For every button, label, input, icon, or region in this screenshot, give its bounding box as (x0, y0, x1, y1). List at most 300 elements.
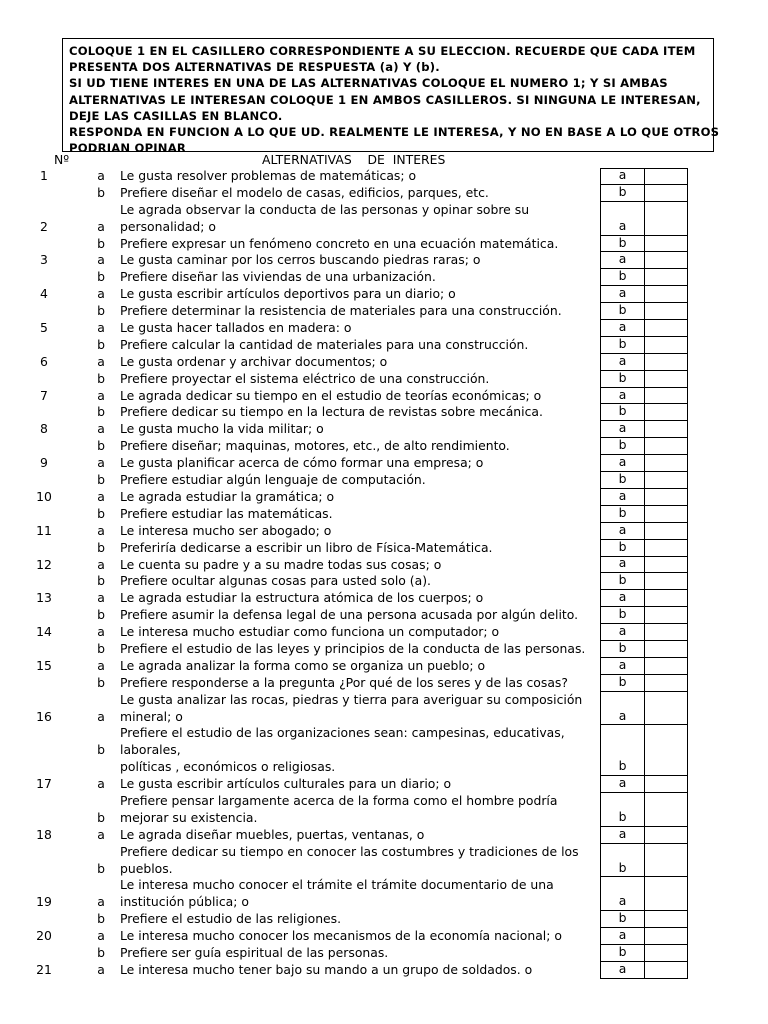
question-row (0, 776, 768, 793)
column-header-title: ALTERNATIVAS DE INTERES (262, 152, 446, 167)
option-text-line: personalidad; o (120, 218, 216, 234)
option-text (120, 303, 598, 320)
answer-box (600, 911, 688, 928)
answer-cell[interactable] (645, 540, 687, 556)
option-text-line: Le gusta ordenar y archivar documentos; o (120, 353, 388, 369)
answer-cell[interactable] (645, 472, 687, 488)
answer-box-label: a (601, 489, 645, 505)
option-letter: a (97, 961, 105, 977)
option-text-line: Le interesa mucho tener bajo su mando a un grupo de soldados. o (120, 961, 533, 977)
answer-box-label: b (601, 641, 645, 657)
question-row (0, 404, 768, 421)
answer-box (600, 371, 688, 388)
answer-cell[interactable] (645, 776, 687, 792)
question-row (0, 523, 768, 540)
question-row (0, 506, 768, 523)
item-number: 15 (36, 657, 52, 673)
option-text (120, 252, 598, 269)
answer-box (600, 945, 688, 962)
answer-cell[interactable] (645, 573, 687, 589)
option-text-line: mineral; o (120, 708, 183, 724)
answer-cell[interactable] (645, 725, 687, 775)
answer-cell[interactable] (645, 962, 687, 978)
option-text-line: Prefiere el estudio de las religiones. (120, 911, 342, 927)
option-text-line: mejorar su existencia. (120, 809, 258, 825)
option-letter: a (97, 556, 105, 572)
answer-box-label: b (601, 725, 645, 775)
option-text-line: Le agrada estudiar la gramática; o (120, 488, 335, 504)
answer-box-label: a (601, 692, 645, 725)
answer-box (600, 269, 688, 286)
option-text-line: Prefiere diseñar las viviendas de una urbanización. (120, 269, 436, 285)
answer-cell[interactable] (645, 489, 687, 505)
option-text-line: Prefiere diseñar; maquinas, motores, etc., de alto rendimiento. (120, 438, 510, 454)
answer-box (600, 455, 688, 472)
answer-box (600, 388, 688, 405)
answer-cell[interactable] (645, 286, 687, 302)
answer-box-label: a (601, 286, 645, 302)
answer-box (600, 692, 688, 726)
option-letter: a (97, 522, 105, 538)
answer-cell[interactable] (645, 877, 687, 910)
option-letter: a (97, 657, 105, 673)
answer-cell[interactable] (645, 624, 687, 640)
answer-box-label: b (601, 506, 645, 522)
answer-box (600, 202, 688, 236)
option-text-line: laborales, (120, 742, 181, 758)
option-text (120, 489, 598, 506)
option-text (120, 911, 598, 928)
answer-box-label: b (601, 675, 645, 691)
option-text (120, 928, 598, 945)
option-text (120, 692, 598, 726)
answer-cell[interactable] (645, 438, 687, 454)
option-letter: b (97, 472, 105, 488)
option-letter: b (97, 370, 105, 386)
option-text (120, 641, 598, 658)
option-text (120, 320, 598, 337)
option-text-line: Le interesa mucho conocer el trámite el trámite documentario de una (120, 877, 554, 893)
question-row (0, 354, 768, 371)
answer-box-label: a (601, 827, 645, 843)
answer-box-label: a (601, 624, 645, 640)
option-letter: b (97, 809, 105, 825)
option-text-line: Prefiere dedicar su tiempo en la lectura de revistas sobre mecánica. (120, 404, 543, 420)
instruction-line: COLOQUE 1 EN EL CASILLERO CORRESPONDIENTE A SU ELECCION. RECUERDE QUE CADA ITEM (69, 44, 696, 58)
question-row (0, 388, 768, 405)
answer-cell[interactable] (645, 793, 687, 826)
option-text (120, 540, 598, 557)
question-row (0, 607, 768, 624)
option-text (120, 202, 598, 236)
answer-box-label: b (601, 185, 645, 201)
item-number: 18 (36, 826, 52, 842)
answer-box-label: a (601, 169, 645, 184)
option-text (120, 776, 598, 793)
instruction-line: PODRIAN OPINAR (69, 141, 186, 156)
item-number: 14 (36, 624, 52, 640)
question-row (0, 624, 768, 641)
answer-box (600, 877, 688, 911)
option-text-line: Prefiere estudiar algún lenguaje de computación. (120, 472, 426, 488)
answer-box (600, 523, 688, 540)
answer-box-label: a (601, 523, 645, 539)
question-row (0, 185, 768, 202)
option-letter: a (97, 590, 105, 606)
option-text (120, 388, 598, 405)
option-letter: b (97, 184, 105, 200)
question-row (0, 877, 768, 911)
option-letter: b (97, 539, 105, 555)
item-number: 10 (36, 488, 52, 504)
option-letter: a (97, 252, 105, 268)
question-row (0, 455, 768, 472)
option-letter: b (97, 607, 105, 623)
option-letter: a (97, 168, 105, 183)
question-row (0, 269, 768, 286)
option-letter: a (97, 488, 105, 504)
option-text-line: políticas , económicos o religiosas. (120, 759, 336, 775)
option-text (120, 793, 598, 827)
option-text-line: Prefiere expresar un fenómeno concreto en una ecuación matemática. (120, 235, 559, 251)
answer-box (600, 421, 688, 438)
option-letter: a (97, 353, 105, 369)
answer-box (600, 337, 688, 354)
question-row (0, 337, 768, 354)
answer-box (600, 607, 688, 624)
option-text-line: Prefiere diseñar el modelo de casas, edificios, parques, etc. (120, 184, 489, 200)
option-text-line: Le gusta hacer tallados en madera: o (120, 320, 352, 336)
option-text (120, 827, 598, 844)
item-number: 19 (36, 894, 52, 910)
option-text-line: Prefiere responderse a la pregunta ¿Por qué de los seres y de las cosas? (120, 674, 568, 690)
question-row (0, 472, 768, 489)
instruction-line: PRESENTA DOS ALTERNATIVAS DE RESPUESTA (a) Y (b). (69, 60, 440, 75)
option-text-line: Prefiere el estudio de las leyes y principios de la conducta de las personas. (120, 640, 586, 656)
answer-box (600, 776, 688, 793)
option-text (120, 455, 598, 472)
answer-box (600, 573, 688, 590)
item-number: 17 (36, 776, 52, 792)
column-header-number: Nº (54, 152, 70, 167)
option-letter: a (97, 455, 105, 471)
instructions-box (62, 38, 720, 156)
answer-box-label: b (601, 540, 645, 556)
item-number: 4 (40, 286, 48, 302)
answer-box (600, 354, 688, 371)
option-letter: a (97, 624, 105, 640)
option-text-line: Le interesa mucho ser abogado; o (120, 522, 332, 538)
answer-box (600, 658, 688, 675)
option-text-line: Prefiere ser guía espiritual de las personas. (120, 945, 389, 961)
answer-cell[interactable] (645, 303, 687, 319)
answer-cell[interactable] (645, 371, 687, 387)
item-number: 2 (40, 218, 48, 234)
answer-cell[interactable] (645, 658, 687, 674)
answer-box-label: a (601, 421, 645, 437)
question-row (0, 371, 768, 388)
answer-box (600, 404, 688, 421)
question-row (0, 962, 768, 979)
option-text-line: Prefiere estudiar las matemáticas. (120, 505, 333, 521)
answer-cell[interactable] (645, 252, 687, 268)
answer-cell[interactable] (645, 590, 687, 606)
option-text (120, 269, 598, 286)
item-number: 6 (40, 353, 48, 369)
option-text-line: Prefiere dedicar su tiempo en conocer las costumbres y tradiciones de los (120, 843, 579, 859)
option-letter: a (97, 218, 105, 234)
option-text (120, 877, 598, 911)
option-text-line: Prefiere proyectar el sistema eléctrico de una construcción. (120, 370, 490, 386)
option-text (120, 286, 598, 303)
answer-box (600, 557, 688, 574)
answer-box-label: a (601, 455, 645, 471)
option-text (120, 371, 598, 388)
answer-box-label: b (601, 945, 645, 961)
option-text (120, 844, 598, 878)
answer-box-label: a (601, 252, 645, 268)
answer-cell[interactable] (645, 404, 687, 420)
option-letter: b (97, 269, 105, 285)
answer-box (600, 286, 688, 303)
answer-cell[interactable] (645, 354, 687, 370)
option-text (120, 557, 598, 574)
answer-cell[interactable] (645, 827, 687, 843)
option-letter: b (97, 438, 105, 454)
question-row (0, 540, 768, 557)
option-text-line: Le gusta resolver problemas de matemáticas; o (120, 168, 417, 183)
answer-cell[interactable] (645, 320, 687, 336)
answer-box-label: b (601, 303, 645, 319)
item-number: 20 (36, 928, 52, 944)
option-letter: b (97, 860, 105, 876)
answer-box-label: b (601, 607, 645, 623)
option-text (120, 725, 598, 776)
answer-box-label: a (601, 320, 645, 336)
answer-box (600, 641, 688, 658)
item-number: 8 (40, 421, 48, 437)
question-row (0, 844, 768, 878)
question-row (0, 286, 768, 303)
option-text-line: Prefiere asumir la defensa legal de una persona acusada por algún delito. (120, 607, 579, 623)
option-text-line: Prefiere ocultar algunas cosas para usted solo (a). (120, 573, 431, 589)
option-letter: a (97, 387, 105, 403)
answer-box-label: b (601, 404, 645, 420)
option-text (120, 168, 598, 185)
item-number: 1 (40, 168, 48, 183)
option-text-line: Le interesa mucho conocer los mecanismos de la economía nacional; o (120, 928, 562, 944)
answer-box (600, 185, 688, 202)
answer-box-label: b (601, 236, 645, 252)
option-text (120, 404, 598, 421)
question-row (0, 928, 768, 945)
answer-box-label: a (601, 776, 645, 792)
question-row (0, 911, 768, 928)
option-text-line: Preferiría dedicarse a escribir un libro de Física-Matemática. (120, 539, 493, 555)
option-text-line: Le cuenta su padre y a su madre todas sus cosas; o (120, 556, 442, 572)
answer-cell[interactable] (645, 557, 687, 573)
answer-box (600, 725, 688, 776)
option-text (120, 472, 598, 489)
item-number: 9 (40, 455, 48, 471)
option-text (120, 185, 598, 202)
answer-cell[interactable] (645, 169, 687, 184)
option-letter: a (97, 421, 105, 437)
answer-cell[interactable] (645, 844, 687, 877)
option-text (120, 337, 598, 354)
option-letter: b (97, 235, 105, 251)
answer-box-label: b (601, 337, 645, 353)
answer-box-label: b (601, 438, 645, 454)
option-letter: b (97, 945, 105, 961)
question-row (0, 658, 768, 675)
option-text-line: Le agrada analizar la forma como se organiza un pueblo; o (120, 657, 486, 673)
option-letter: a (97, 928, 105, 944)
answer-box (600, 506, 688, 523)
answer-box-label: b (601, 793, 645, 826)
option-text (120, 658, 598, 675)
option-text-line: Le gusta escribir artículos culturales para un diario; o (120, 776, 452, 792)
answer-cell[interactable] (645, 523, 687, 539)
option-letter: b (97, 742, 105, 758)
option-letter: a (97, 826, 105, 842)
question-row (0, 573, 768, 590)
option-text (120, 354, 598, 371)
answer-box (600, 624, 688, 641)
answer-cell[interactable] (645, 202, 687, 235)
option-letter: b (97, 911, 105, 927)
answer-box (600, 540, 688, 557)
item-number: 16 (36, 708, 52, 724)
option-text (120, 506, 598, 523)
option-letter: b (97, 674, 105, 690)
option-letter: a (97, 776, 105, 792)
question-row (0, 421, 768, 438)
option-letter: b (97, 303, 105, 319)
answer-cell[interactable] (645, 455, 687, 471)
option-text (120, 607, 598, 624)
answer-box (600, 844, 688, 878)
answer-cell[interactable] (645, 236, 687, 252)
option-letter: b (97, 640, 105, 656)
question-row (0, 725, 768, 776)
answer-cell[interactable] (645, 692, 687, 725)
answer-box (600, 793, 688, 827)
answer-box-label: a (601, 202, 645, 235)
answer-cell[interactable] (645, 675, 687, 691)
answer-box (600, 472, 688, 489)
option-text-line: Le agrada diseñar muebles, puertas, ventanas, o (120, 826, 425, 842)
answer-box-label: a (601, 877, 645, 910)
option-text-line: Prefiere calcular la cantidad de materiales para una construcción. (120, 336, 529, 352)
option-text-line: Le gusta escribir artículos deportivos para un diario; o (120, 286, 456, 302)
question-row (0, 692, 768, 726)
answer-box (600, 168, 688, 185)
answer-cell[interactable] (645, 641, 687, 657)
question-row (0, 202, 768, 236)
answer-cell[interactable] (645, 337, 687, 353)
option-text-line: Le agrada estudiar la estructura atómica de los cuerpos; o (120, 590, 484, 606)
question-row (0, 168, 768, 185)
option-text (120, 523, 598, 540)
question-row (0, 557, 768, 574)
answer-cell[interactable] (645, 928, 687, 944)
answer-cell[interactable] (645, 911, 687, 927)
answer-box (600, 675, 688, 692)
answer-box-label: a (601, 557, 645, 573)
question-row (0, 675, 768, 692)
option-text-line: Le interesa mucho estudiar como funciona un computador; o (120, 624, 500, 640)
answer-box-label: a (601, 962, 645, 978)
answer-box-label: a (601, 388, 645, 404)
option-text-line: Le agrada observar la conducta de las personas y opinar sobre su (120, 201, 530, 217)
option-letter: a (97, 894, 105, 910)
question-row (0, 489, 768, 506)
answer-cell[interactable] (645, 269, 687, 285)
option-text-line: Le gusta caminar por los cerros buscando piedras raras; o (120, 252, 481, 268)
answer-cell[interactable] (645, 388, 687, 404)
option-text-line: Le agrada dedicar su tiempo en el estudio de teorías económicas; o (120, 387, 542, 403)
answer-box (600, 438, 688, 455)
answer-box-label: b (601, 573, 645, 589)
answer-cell[interactable] (645, 421, 687, 437)
option-text-line: pueblos. (120, 860, 173, 876)
answer-box-label: a (601, 658, 645, 674)
option-text-line: Le gusta planificar acerca de cómo formar una empresa; o (120, 455, 484, 471)
option-letter: b (97, 336, 105, 352)
option-text (120, 945, 598, 962)
option-text (120, 675, 598, 692)
answer-cell[interactable] (645, 607, 687, 623)
question-row (0, 641, 768, 658)
answer-box-label: a (601, 928, 645, 944)
question-row (0, 793, 768, 827)
answer-box (600, 320, 688, 337)
answer-box (600, 827, 688, 844)
item-number: 13 (36, 590, 52, 606)
instruction-line: DEJE LAS CASILLAS EN BLANCO. (69, 108, 283, 123)
option-text (120, 624, 598, 641)
option-text-line: Le gusta mucho la vida militar; o (120, 421, 324, 437)
option-letter: a (97, 708, 105, 724)
answer-cell[interactable] (645, 945, 687, 961)
option-letter: a (97, 320, 105, 336)
answer-box-label: a (601, 354, 645, 370)
option-text-line: Prefiere el estudio de las organizaciones sean: campesinas, educativas, (120, 725, 565, 741)
option-text (120, 573, 598, 590)
answer-box (600, 252, 688, 269)
item-number: 11 (36, 522, 52, 538)
answer-box (600, 962, 688, 979)
answer-box-label: b (601, 269, 645, 285)
option-letter: b (97, 505, 105, 521)
answer-box (600, 236, 688, 253)
question-row (0, 590, 768, 607)
answer-cell[interactable] (645, 506, 687, 522)
question-row (0, 945, 768, 962)
answer-box (600, 928, 688, 945)
answer-box-label: a (601, 590, 645, 606)
question-row (0, 320, 768, 337)
question-row (0, 438, 768, 455)
option-letter: a (97, 286, 105, 302)
instruction-line: RESPONDA EN FUNCION A LO QUE UD. REALMENTE LE INTERESA, Y NO EN BASE A LO QUE OTROS (69, 125, 720, 140)
answer-cell[interactable] (645, 185, 687, 201)
instruction-line: ALTERNATIVAS LE INTERESAN COLOQUE 1 EN AMBOS CASILLEROS. SI NINGUNA LE INTERESAN, (69, 92, 701, 107)
option-text-line: Prefiere pensar largamente acerca de la forma como el hombre podría (120, 793, 558, 808)
questionnaire-list (0, 168, 768, 979)
option-text (120, 236, 598, 253)
